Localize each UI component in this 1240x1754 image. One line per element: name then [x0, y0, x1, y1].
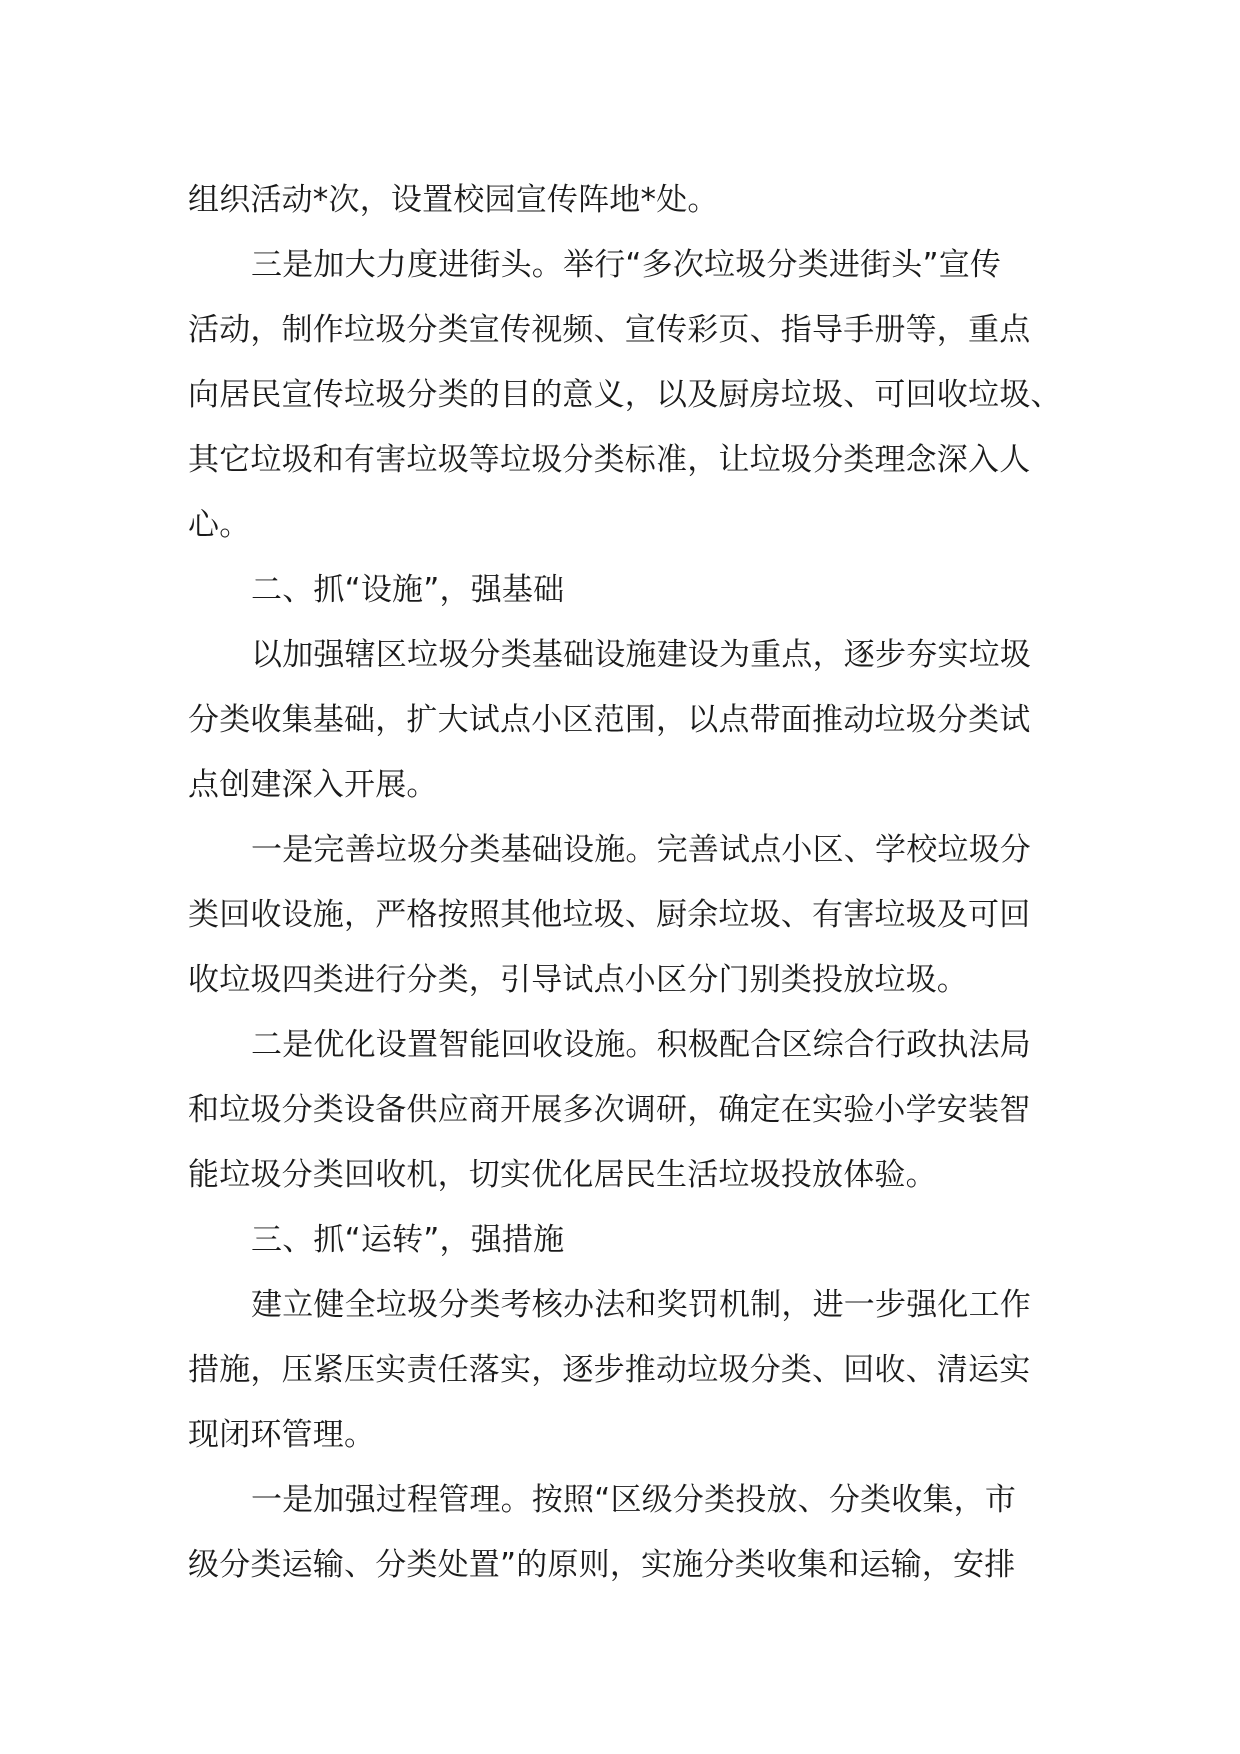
text-line: 现闭环管理。: [188, 1417, 376, 1453]
text-line: 以加强辖区垃圾分类基础设施建设为重点，逐步夯实垃圾: [251, 637, 1031, 673]
text-line: 组织活动*次，设置校园宣传阵地*处。: [188, 182, 719, 218]
text-line: 建立健全垃圾分类考核办法和奖罚机制，进一步强化工作: [251, 1287, 1031, 1323]
text-line: 收垃圾四类进行分类，引导试点小区分门别类投放垃圾。: [188, 962, 968, 998]
text-line: 二是优化设置智能回收设施。积极配合区综合行政执法局: [251, 1027, 1031, 1063]
text-line: 向居民宣传垃圾分类的目的意义，以及厨房垃圾、可回收垃圾、: [188, 377, 1062, 413]
text-line: 一是加强过程管理。按照“区级分类投放、分类收集，市: [251, 1482, 1017, 1518]
text-line: 一是完善垃圾分类基础设施。完善试点小区、学校垃圾分: [251, 832, 1031, 868]
text-line: 点创建深入开展。: [188, 767, 438, 803]
text-line: 三是加大力度进街头。举行“多次垃圾分类进街头”宣传: [251, 247, 1002, 283]
text-line: 能垃圾分类回收机，切实优化居民生活垃圾投放体验。: [188, 1157, 937, 1193]
text-line: 分类收集基础，扩大试点小区范围，以点带面推动垃圾分类试: [188, 702, 1031, 738]
text-line: 心。: [188, 507, 251, 543]
text-line: 类回收设施，严格按照其他垃圾、厨余垃圾、有害垃圾及可回: [188, 897, 1031, 933]
text-line: 活动，制作垃圾分类宣传视频、宣传彩页、指导手册等，重点: [188, 312, 1031, 348]
text-line: 级分类运输、分类处置”的原则，实施分类收集和运输，安排: [188, 1547, 1016, 1583]
document-body: [188, 168, 1062, 1598]
text-line: 二、抓“设施”，强基础: [251, 572, 565, 608]
text-line: 措施，压紧压实责任落实，逐步推动垃圾分类、回收、清运实: [188, 1352, 1031, 1388]
text-line: 和垃圾分类设备供应商开展多次调研，确定在实验小学安装智: [188, 1092, 1031, 1128]
text-line: 三、抓“运转”，强措施: [251, 1222, 565, 1258]
text-line: 其它垃圾和有害垃圾等垃圾分类标准，让垃圾分类理念深入人: [188, 442, 1031, 478]
